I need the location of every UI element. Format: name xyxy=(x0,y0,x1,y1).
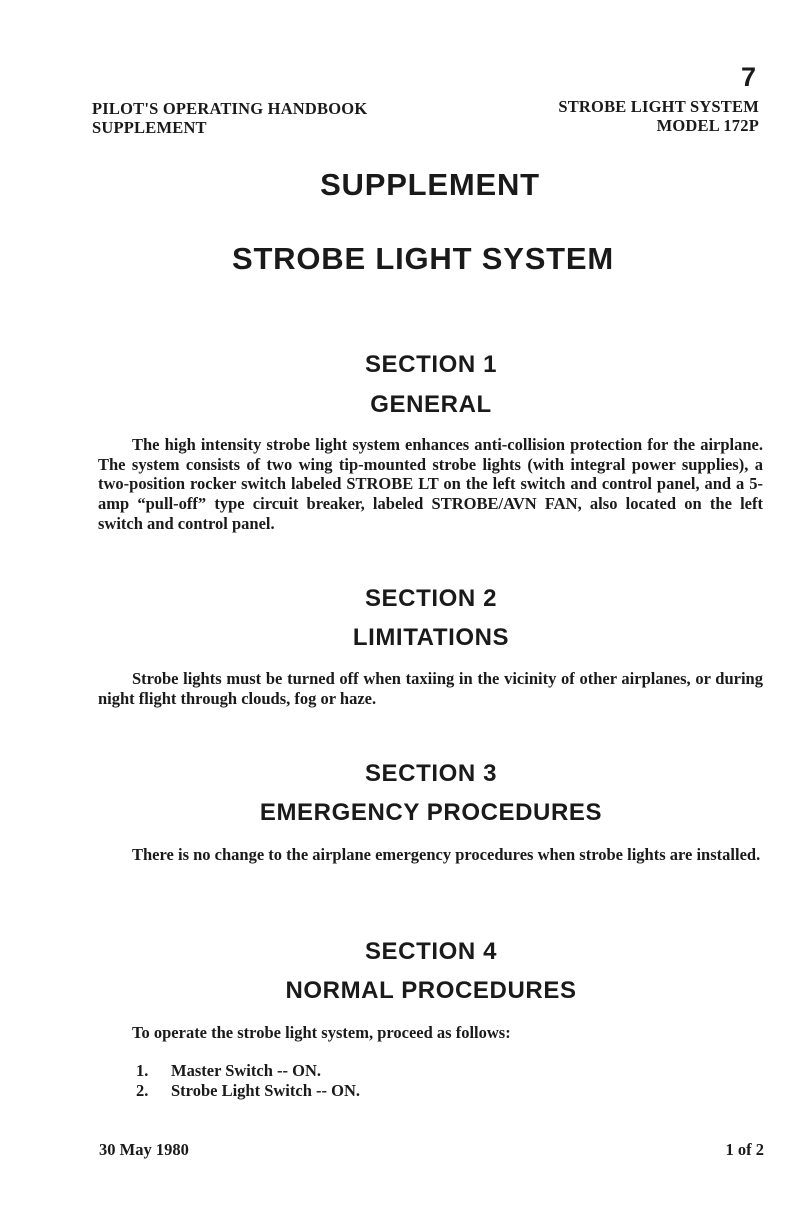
section-4-name: NORMAL PROCEDURES xyxy=(285,977,577,1004)
document-subtitle: STROBE LIGHT SYSTEM xyxy=(231,241,615,276)
step-number: 2. xyxy=(136,1080,149,1100)
section-1-body xyxy=(98,435,763,534)
section-2-number: SECTION 2 xyxy=(364,585,498,612)
section-1-number: SECTION 1 xyxy=(364,351,498,378)
header-left xyxy=(92,99,367,137)
header-handbook-title: PILOT'S OPERATING HANDBOOK xyxy=(92,99,368,118)
header-supplement-label: SUPPLEMENT xyxy=(92,118,207,137)
step-text: Strobe Light Switch -- ON. xyxy=(171,1080,360,1100)
section-4-body xyxy=(98,1023,763,1043)
header-model: MODEL 172P xyxy=(656,116,759,135)
section-1-name: GENERAL xyxy=(370,391,492,418)
procedure-step xyxy=(136,1081,360,1101)
section-3-paragraph: There is no change to the airplane emergency procedures when strobe lights are installed. xyxy=(132,845,761,864)
section-4-paragraph: To operate the strobe light system, proceed as follows: xyxy=(132,1023,511,1042)
footer-date: 30 May 1980 xyxy=(99,1140,189,1159)
header-right xyxy=(558,97,759,135)
footer-page: 1 of 2 xyxy=(725,1140,764,1159)
section-3-number: SECTION 3 xyxy=(364,760,498,787)
section-4-number: SECTION 4 xyxy=(364,938,498,965)
section-3-name: EMERGENCY PROCEDURES xyxy=(259,799,603,826)
section-2-paragraph: Strobe lights must be turned off when taxiing in the vicinity of other airplanes, or during night flight through clouds, fog or haze. xyxy=(98,669,763,708)
document-title: SUPPLEMENT xyxy=(320,167,540,202)
step-text: Master Switch -- ON. xyxy=(171,1061,321,1080)
section-2-body xyxy=(98,669,763,708)
section-1-paragraph: The high intensity strobe light system enhances anti-collision protection for the airplane. The system consists of two wing tip-mounted strobe lights (with integral power supplies), a two-position rocker switch labeled STROBE LT on the left switch and control panel, and a 5-amp “pull-off” type circuit breaker, labeled STROBE/AVN FAN, also located on the left switch and control panel. xyxy=(98,435,763,533)
section-2-name: LIMITATIONS xyxy=(352,624,510,651)
step-number: 1. xyxy=(136,1061,149,1080)
procedure-step xyxy=(136,1061,360,1081)
section-3-body xyxy=(98,845,763,865)
page-number: 7 xyxy=(740,62,756,92)
procedure-steps xyxy=(136,1061,360,1100)
header-system-name: STROBE LIGHT SYSTEM xyxy=(558,97,759,116)
